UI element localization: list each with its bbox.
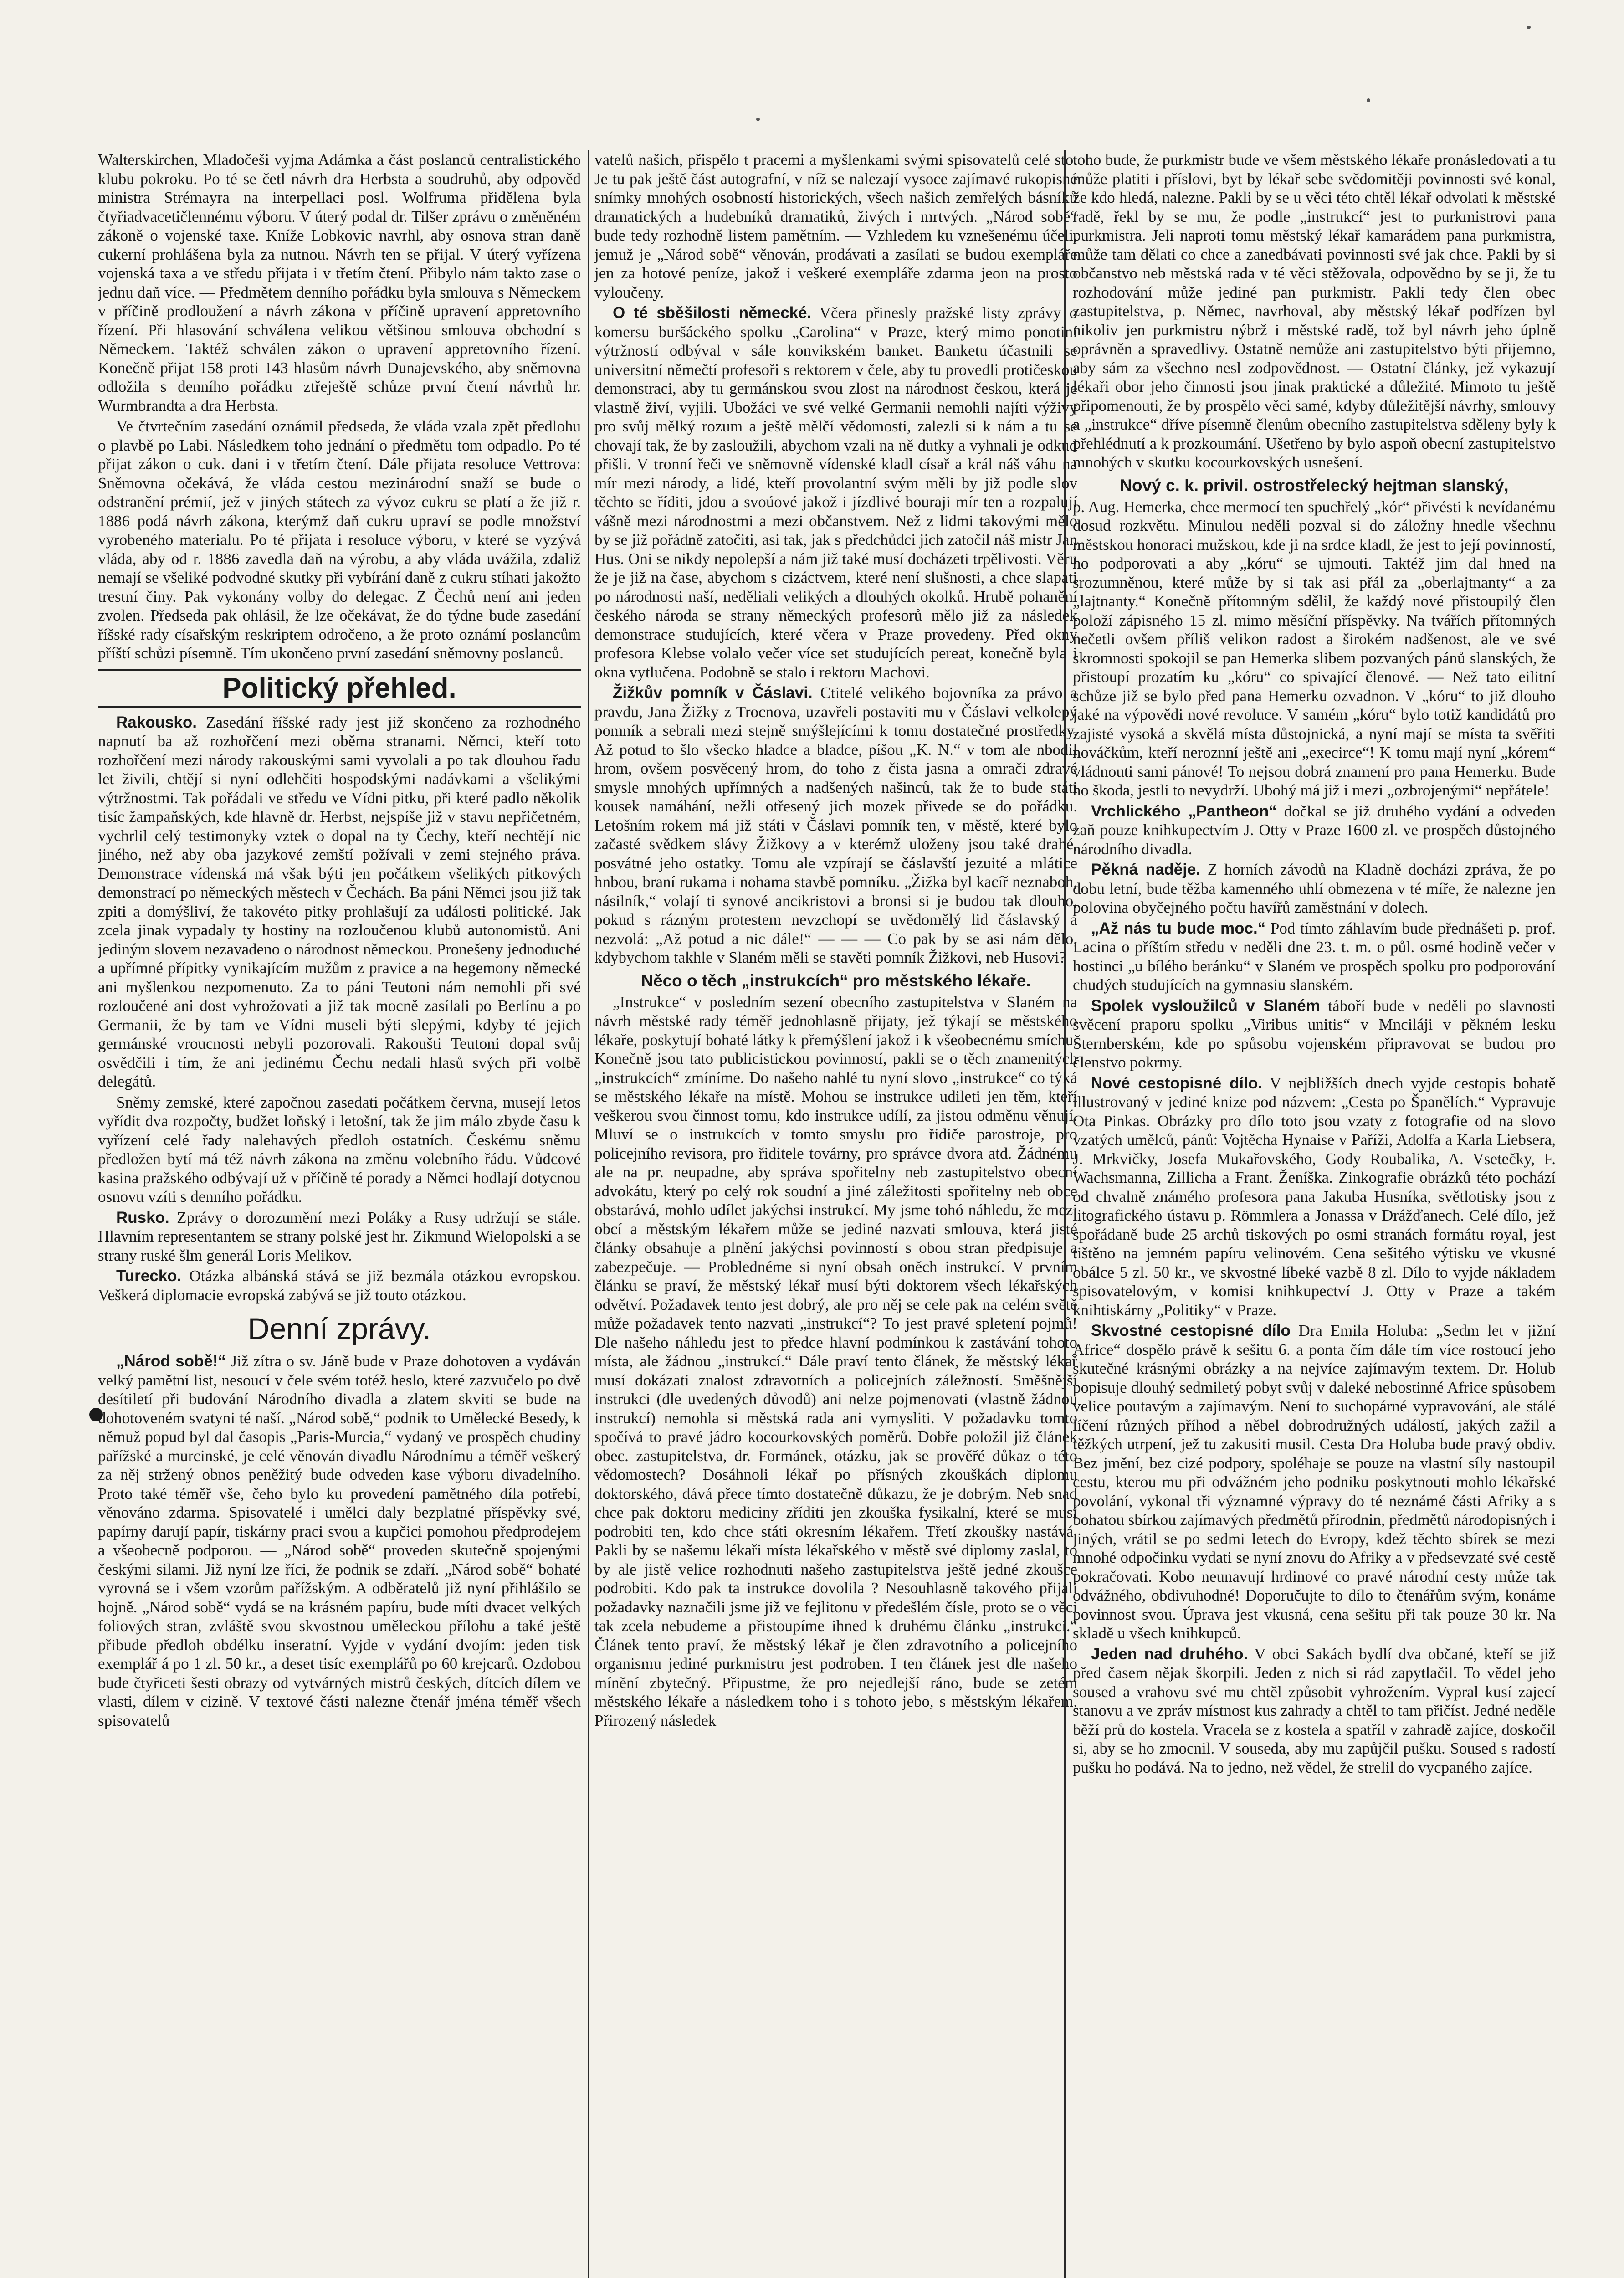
article-paragraph [1073,1645,1556,1777]
article-text: Ctitelé velikého bojovníka za právo a pravdu, Jana Žižky z Trocnova, uzavřeli postaviti mu v Čáslavi velkolepý pomník a sebrali mezi stejně smýšlejícími k tomu dostatečné prostředky. Až potud to šlo všecko hladce a bladce, píšou „K. N.“ v tom ale nbodil hrom, ovšem posvěcený hrom, do toho z čista jasna a omrači zdravé smysle mnohých upřímných a nadšených našinců, tak že to bude státi kousek namáhání, nežli otřesený jich mozek přivede se do pořádku. Letošním rokem má již státi v Čáslavi pomník ten, v městě, které bylo začasté svědkem slávy Žižkovy a v kterémž uloženy jsou také drahé, posvátné jeho ostatky. Tomu ale vzpírají se čáslavští jezuité a mlátice hnbou, braní rukama i nohama stavbě pomníku. „Žižka byl kacíř neznaboh, násilník,“ volají ti synové ancikristovi a bronsi si je budou tak dlouho, pokud s rázným protestem nevzchopí se uvědomělý lid čáslavský a nezvolá: „Až potud a nic dále!“ — — — Co pak by se asi nám dělo, kdybychom takhle v Slaném měli se stavěti pomník Žižkovi, neb Husovi? [594,684,1077,966]
news-headline: Vrchlického „Pantheon“ [1091,802,1277,820]
article-paragraph: vatelů našich, přispělo t pracemi a myšlenkami svými spisovatelů celé sto. Je tu pak ještě část autografní, v níž se nalezají vysoce zajímavé rukopisné snímky mnohých osobností historických, všech našich zemřelých básníků dramatických a hudebníků dramatiků, živých i mrtvých. „Národ sobě“ bude tedy rozhodně listem pamětním. — Vzhledem ku vznešenému účeli, jemuž je „Národ sobě“ věnován, prodávati a zasílati se budou exempláře jen za hotové peníze, jakož i veškeré exempláře zdarma jeon na prosto vyloučeny. [594,151,1077,301]
article-paragraph: p. Aug. Hemerka, chce mermocí ten spuchřelý „kór“ přivésti k nevídanému dosud rozkvětu. Minulou neděli pozval si do záložny hnedle všechnu městskou honoraci mužskou, kde ji na srdce kladl, že jest to její povinností, ho podporovati a aby „kóru“ se ujmouti. Taktéž jim dal hned na srozumněnou, které může by si tak asi přál za „oberlajtnanty“ a za „lajtnanty.“ Konečně přítomným sdělil, že každý nové přistoupilý člen položí zápisného 15 zl. mimo měsíční příspěvky. Na tvářích přítomných nečetli ovšem příliš velikon radost a širokém nadšenost, ale ve své skromnosti spokojil se pan Hemerka slibem pozvaných pánů slanských, že přistoupí prozatím ku „kóru“ co spivající členové. — Než tato eilitní schůze již se bylo před pana Hemerku ozvadnon. V „kóru“ to již dlouho jaké na výpovědi nové revoluce. V samém „kóru“ bylo totiž kandidátů pro zajisté vysoká a skvělá místa důstojnická, a nyní mají se místa ta svěřiti nováčkům, kteří neroznní ještě ani „execirce“! K tomu mají nyní „kórem“ vládnouti sami pánové! To nejsou dobrá znamení pro pana Hemerku. Bude ho škoda, jestli to nevydrží. Ubohý má již i mezi „ozbrojenými“ nepřátele! [1073,498,1556,799]
article-text: Pod tímto záhlavím bude přednášeti p. prof. Lacina o příštím středu v neděli dne 23. t. m. o půl. osmé hodině večer v hostinci „u bílého beránku“ v Slaném ve prospěch spolku pro podporování chudých studujících na gymnasiu slanském. [1073,919,1556,994]
news-headline: Pěkná naděje. [1091,861,1201,878]
column-1 [98,150,581,2278]
article-paragraph [98,1208,581,1265]
article-text: Již zítra o sv. Jáně bude v Praze dohotoven a vydáván velký pamětní list, nesoucí v čele svém totéž heslo, které zazvučelo po dvě desítiletí při budování Národního divadla a zlatem skviti se bude na dohotoveném svatyni té naší. „Národ sobě,“ podnik to Umělecké Besedy, k němuž popud byl dal časopis „Paris-Murcia,“ vydaný ve prospěch chudiny pařížské a murcinské, je celé věnován divadlu Národnímu a téměř veškerý za něj stržený obnos peněžitý bude odveden kase výboru divadelního. Proto také téměř vše, čeho bylo ku provedení pamětného díla potřebí, věnováno zdarma. Spisovatelé i umělci daly bezplatné příspěvky své, papírny darují papír, tiskárny praci svou a kupčici pomohou předprodejem a všeobecně podporou. — „Národ sobě“ proveden skutečně spojenými českými silami. Již nyní lze říci, že podnik se zdaří. „Národ sobě“ bohaté vyrovná se i všem vzorům pařížským. A odběratelů již nyní přihlášilo se hojně. „Národ sobě“ vydá se na krásném papíru, bude míti dvacet velkých foliových stran, zvláště svou skvostnou uměleckou přílohu a také ještě přibude předloh obdélku inseratní. Vyjde v vydání dvojím: jeden tisk exemplář á po 1 zl. 50 kr., a deset tisíc exemplářů po 60 krejcarů. Ozdobou bude čtyřiceti šesti obrazy od vytvárných mistrů českých, dítcích dílem ve vlasti, dílem v cizině. V textové části nalezne čtenář jména téměř všech spisovatelů [98,1352,581,1729]
article-paragraph [1073,860,1556,917]
article-paragraph [1073,1074,1556,1320]
news-headline: Nový c. k. privil. ostrostřelecký hejtman slanský, [1120,476,1509,495]
news-headline: Skvostné cestopisné dílo [1091,1322,1291,1339]
article-paragraph [1073,1321,1556,1643]
article-paragraph: Sněmy zemské, které započnou zasedati počátkem června, musejí letos vyřídit dva rozpočty, budžet loňský i letošní, tak že jim málo zbyde času k vyřízení celé řady nalehavých předloh ostatních. Českému sněmu předložen bytí má též návrh zákona na změnu volebního řádu. Vůdcové kasina pražského odbývají už v příčině té porady a Němci hodlají dotycnou osnovu vzíti s denního pořádku. [98,1093,581,1206]
ink-speck [1527,26,1531,29]
news-headline: O té sběšilosti německé. [613,304,812,322]
article-paragraph [594,303,1077,682]
article-text: Z horních závodů na Kladně docházi zpráva, že po dobu letní, bude těžba kamenného uhlí obmezena v té míře, že nalezne jen polovina obyčejného počtu havířů zaměstnání v dolech. [1073,861,1556,916]
article-text: Dra Emila Holuba: „Sedm let v jižní Africe“ dospělo právě k sešitu 6. a ponta čím dále tím více rostoucí jeho skutečné krásnými obrázky a na nejvíce zajímavým textem. Dr. Holub popisuje dlouhý sedmiletý pobyt svůj v daleké nebostinné Africe spůsobem velice poutavým a zajímavým. Není to suchopárné vypravování, ale stálé líčení různých příhod a něbel dobrodružných událostí, jakých zažil a těžkých utrpení, jež tu zakusiti musil. Cesta Dra Holuba bude pravý obdiv. Bez jmění, bez cizé podpory, spoléhaje se pouze na vlastní síly nastoupil cestu, kterou mu při odvážném jeho podniku poskytnouti mohlo lékařské povolání, vykonal tři významné výpravy do té neznámé části Afriky a s bohatou sbírkou zajímavých předmětů přírodnin, předmětů národopisných i jiných, vrátil se po sedmi letech do Evropy, kdež těchto sbírek se mezi mnohé odpočinku vydati se nyní znovu do Afriky a v předsevzaté své cestě pokračovati. Kobo neunavují hrdinové co pravé národní cesty může tak odvážného, obdivuhodné! Doporučujte to dílo to čtenářům svým, konáme povinnost svou. Úprava jest vkusná, cena sešitu při tak pouze 30 kr. Na skladě u všech knihkupců. [1073,1322,1556,1642]
column-rule [588,150,589,2278]
article-text: táboří bude v neděli po slavnosti svěcení praporu spolku „Viribus unitis“ v Mnciláji v pěkném lesku Šternberském, kde po spůsobu vojenském připravovat se budou pro členstvo pokrmy. [1073,996,1556,1071]
article-paragraph: toho bude, že purkmistr bude ve všem městského lékaře pronásledovati a tu může platiti i příslovi, byt by lékař sebe svědomitěji povinnosti své konal, že kdo hledá, nalezne. Pakli by se u věci této chtěl lékař odvolati k městské radě, řekl by se mu, že podle „instrukcí“ jest to purkmistrovi pana purkmistra. Jeli naproti tomu městský lékař kamarádem pana purkmistra, může tam dělati co chce a zanedbávati povinnosti své jak chce. Pakli by si občanstvo neb městská rada v té věci stěžovala, odpovědno by se ji, že tu rozhodování může jediné pan purkmistr. Pakli tedy člen obec zastupitelstva, p. Němec, navrhoval, aby městský lékař podřízen byl nikoliv jen purkmistru nýbrž i městské radě, tož byl návrh jeho úplně oprávněn a spravedlivy. Ostatně nemůže ani zastupitelstvo býti přijemno, aby sám za všechno nesl zodpovědnost. — Ostatní články, jež vykazují lékaři obor jeho činnosti jsou jinak praktické a důležité. Mimoto tu ještě připomenouti, že by prospělo věci samé, kdyby důležitější návrhy, smlouvy a „instrukce“ dříve písemně členům obecního zastupitelstva sděleny byly k přehlédnutí a k prozkoumání. Ušetřeno by bylo aspoň obecní zastupitelstvo mnohých v skutku kocourkovských usnešení. [1073,151,1556,471]
ink-speck [756,118,760,121]
country-lead-turkey: Turecko. [116,1267,182,1285]
section-heading-political-overview: Politický přehled. [98,669,581,708]
news-headline: Spolek vysloužilců v Slaném [1091,996,1320,1015]
news-headline: „Až nás tu bude moc.“ [1091,919,1266,937]
article-paragraph [1073,996,1556,1072]
article-paragraph: Ve čtvrtečním zasedání oznámil předseda, že vláda vzala zpět předlohu o plavbě po Labi. Následkem toho jednání o předmětu tom odpadlo. Po té přijat zákon o cuk. dani i v třetím čtení. Dále přijata resoluce Vettrova: Sněmovna očekává, že vláda cestou mezinárodní snaží se bude o odstranění prémií, jež v jiných státech za vývoz cukru se platí a že již r. 1886 podá návrh zákona, kterýmž daň cukru upraví se podle množství vyrobeného materialu. Po té přijata i resoluce výboru, v které se vyzývá vláda, aby od r. 1886 zavedla daň na výrobu, a aby vláda uvážila, zdaliž nemají se všeliké podvodné skutky při vybírání daně z cukru stíhati jakožto trestní činy. Pak vykonány volby do delegac. Z Čechů není ani jeden zvolen. Předseda pak ohlásil, že lze očekávat, že do týdne bude zasedání říšské rady císařským reskriptem odročeno, a že proto oznámí poslancům příští schůzi písemně. Tím ukončeno první zasedání sněmovny poslanců. [98,417,581,662]
column-2 [594,150,1077,2278]
column-3 [1073,150,1556,2278]
article-paragraph [594,683,1077,967]
article-paragraph [98,1352,581,1730]
article-text: Otázka albánská stává se již bezmála otázkou evropskou. Veškerá diplomacie evropská zabývá se již touto otázkou. [98,1267,581,1304]
country-lead-russia: Rusko. [116,1208,169,1226]
news-headline: Jeden nad druhého. [1091,1645,1248,1663]
country-lead-austria: Rakousko. [116,713,197,731]
article-paragraph: „Instrukce“ v posledním sezení obecního zastupitelstva v Slaném na návrh městské rady téměř jednohlasně přijaty, jež týkají se městského lékaře, poskytují bohaté látky k přemýšlení jakož i k všeobecnému smíchu. Konečně jsou tato publicistickou povinností, pakli se o těch znamenitých „instrukcích“ zmíníme. Do našeho nahlé tu nyní slovo „instrukce“ co týká se městského lékaře na místě. Mohou se instrukce udileti jen těm, kteří veškerou svou činnost tomu, kdo instrukce udílí, za jistou odměnu věnují. Mluví se o instrukcích v tomto smyslu pro řidiče parostroje, pro policejního revisora, pro řiditele továrny, pro správce dvora atd. Žádnému ale na pr. neupadne, aby správa spořitelny neb zastupitelstvo obecní advokátu, který po celý rok soudní a jiné záležitosti spořitelny neb obce obstarává, mohlo udílet jakýchsi instrukcí. My jsme tohó náhledu, že mezi obcí a městským lékařem může se jediné nazvati smlouva, která jisté články obsahuje a plnění jakýchsi povinností s obou stran předpisuje a zabezpečuje. — Problednéme si nyní obsah oněch instrukcí. V prvním článku se praví, že městský lékař musí býti doktorem všech lékařských odvětví. Požadavek tento jest dobrý, ale pro něj se cele pak na celém světě může požadavek tento nazvati „instrukcí“? To jest pravé spletení pojmů! Dle našeho náhledu jest to předce hlavní podmínkou k zastávání tohoto místa, ale žádnou „instrukcí.“ Dále praví tento článek, že městský lékař musí dokázati znalost zdravotních a policejních záležností. Směšnější instrukci (dle uvedených důvodů) ani nelze pojmenovati (vlastně žádnou instrukcí) nemohla si městská rada ani vymysliti. V požadavku tomto spočívá to pravé jádro kocourkovských poměrů. Dobře položil již článek obec. zastupitelstva, dr. Formánek, otázku, jak se prověřé důkaz o této vědomostech? Dosáhnoli lékař po přísných zkouškách diplomu doktorského, dává přece tímto dostatečně důkazu, že je dobrým. Neb snad chce pak doktoru mediciny zříditi jen zkouška fysikalní, které se musí podrobiti ten, kdo chce státi okresním lékařem. Třetí zkoušky nastává. Pakli by se našemu lékaři místa lékařského v městě své diplomy zaslal, to by ale jistě velice rozhodnuti našeho zastupitelstva ještě jedné zkoušce podrobiti. Kdo pak ta instrukce dovolila ? Nesouhlasně takového přijali požadavky naznačili jsme již ve fejlitonu v předešlém čísle, proto se o věci tak zcela nebudeme a přistoupíme ihned k druhému článku „instrukcí.“ Článek tento praví, že městský lékař je člen zdravotního a policejního organismu jediné purkmistru jest podroben. I ten článek jest dle našeho mínění zbytečný. Připustme, že pro nejedlejší ráno, bude se zetém městského lékaře a následkem toho i s tohoto jebo, s městským lékařem. Přirozený následek [594,993,1077,1729]
article-text: Zprávy o dorozumění mezi Poláky a Rusy udržují se stále. Hlavním representantem se strany polské jest hr. Zikmund Wielopolski a se strany ruské šlm generál Loris Melikov. [98,1208,581,1264]
article-paragraph: Walterskirchen, Mladočeši vyjma Adámka a část poslanců centralistického klubu pokroku. Po té se četl návrh dra Herbsta a soudruhů, aby odpověd ministra Strémayra na interpellaci posl. Wolfruma přidělena byla čtyřiadvacetičlennému výboru. V úterý podal dr. Tilšer zprávu o změněném zákoně o vojenské taxe. Kníže Lobkovic navrhl, aby osnova stran daně cukerní prohlášena byla za nutnou. Návrh ten se přijal. V úterý vyřízena vojenská taxa a ve středu přijata i v třetím čtení. Přibylo nám takto zase o jednu daň více. — Předmětem denního pořádku byla smlouva s Německem v příčině prodloužení a návrh zákona v příčině upravení appretovního řízení. Při hlasování schválena velikou většinou smlouva obchodní s Německem. Taktéž schválen zákon o upravení appretovního řízení. Konečně přijat 158 proti 143 hlasům návrh Dunajevského, aby sněmovna odložila s denního pořádku ztřeještě schůze první čtení návrhů hr. Wurmbrandta a dra Herbsta. [98,151,581,415]
ink-speck [1367,98,1370,102]
news-headline: Něco o těch „instrukcích“ pro městského lékaře. [641,971,1031,990]
article-text: V nejbližších dnech vyjde cestopis bohatě illustrovaný v jediné knize pod názvem: „Cesta po Španělích.“ Vypravuje Ota Pinkas. Obrázky pro dílo toto jsou vzaty z fotografie od na slovo vzatých umělců, pánů: Vojtěcha Hynaise v Paříži, Adolfa a Karla Liebsera, J. Mrkvičky, Josefa Mukařovského, Gody Roubalika, A. Vsetečky, F. Wachsmanna, Zillicha a Frant. Ženíška. Zinkografie obrázků této pochází od chvalně známého profesora pana Jakuba Husníka, světlotisky jsou z litografického ústavu p. Römmlera a Jonassa v Drážďanech. Celé dílo, jež spořádaně bude 25 archů tiskových po osmi stranách formátu royal, jest tištěno na jemném papíru velinovém. Cena sešitého výtisku ve vkusné obálce 5 zl. 50 kr., ve skvostné líbeké vazbě 8 zl. Dílo to vyjde nákladem spisovatelovým, v komisi knihkupectví J. Otty v Praze a takém knihtiskárny „Politiky“ v Praze. [1073,1074,1556,1319]
article-paragraph [98,1267,581,1304]
news-lead: „Národ sobě!“ [116,1352,226,1370]
article-paragraph [1073,802,1556,859]
article-text: V obci Sakách bydlí dva občané, kteří se již před časem nějak škorpili. Jeden z nich si rád zapytlačil. To vědel jeho soused a vrahovu své mu chtěl způsobit vyhrožením. Vypral kusí zajecí stanovu a ve zpráv místnost kus zahrady a chtěl to tam přičíst. Jedné neděle běží prů do kostela. Vracela se z kostela a spatříl v zahradě zajíce, doskočil si, aby se ho zmocnil. V souseda, aby mu zapůjčil pušku. Soused s radostí pušku ho podává. Na to jedno, než vědel, že strelil do vycpaného zajíce. [1073,1645,1556,1776]
article-text: Včera přinesly pražské listy zprávy o komersu buršáckého spolku „Carolina“ v Praze, který mimo ponotiní výtržností odbýval v sále konvikském banket. Banketu účastnili se universitní němečtí profesoři s rektorem v čele, aby tu provedli protičeskou demonstraci, aby tu germánskou svou zlost na národnost českou, která je vlastně živí, vyjili. Ubožáci ve své velké Germanii nemohli najíti výživy pro svůj mělký rozum a ještě mělčí vědomosti, zalezli si k nám a tu se chovají tak, že by zasloužili, abychom vzali na ně dutky a vyhnali je odkud přišli. V tronní řeči ve sněmovně vídenské kladl císař a král náš váhu na mír mezi národy, a lidé, kteří provolantní svým měli by již podle slov těchto se říditi, jdou a svoúové jakož i jízdlivé bouraji mír ten a rozpalují vášně mezi národnostmi a mezi občanstvem. Než z lidmi takovými mělo by se již pořádně zatočiti, asi tak, jak s předchůdci jich zatočil náš mistr Jan Hus. Oni se nikdy nepolepší a nám již také musí docházeti trpělivosti. Věru že je již na čase, abychom s cizáctvem, které není slušnosti, a chce slapati po národnosti naší, neděliali velikých a dlouhých okolků. Hrubě pohanění českého národa se strany německých profesorů mělo již za následek demonstrace studujících, které včera v Praze provedeny. Před okny profesora Klebse volalo večer více set studujících pereat, konečně byla i okna vytlučena. Podobně se stalo i rektoru Machovi. [594,304,1077,681]
article-text: Zasedání říšské rady jest již skončeno za rozhodného napnutí ba až rozhořčení mezi oběma stranami. Němci, kteří toto rozhořčení mezi národy rakouskými sami vyvolali a po tak dlouhou řadu let živili, chtějí si nyní odlehčiti hospodskými nadávkami a všelikými výtržnostmi. Tak pořádali ve středu ve Vídni pitku, při které padlo několik tisíc žampaňských, kde hlavně dr. Herbst, nejspíše již v stavu nepřičetném, vychrlil celý testimonyky vztek o dopal na ty Čechy, kteří nechtějí nic jiného, než aby oba jazykové zemští požívali v zemi stejného práva. Demonstrace vídenská má však býti jen počátkem všelikých pitkových demonstrací po německých městech v Čechách. Ba páni Němci jsou již tak zpiti a domýšliví, že takovéto pitky prohlašují za události politické. Jak zcela jinak vypadaly ty hostiny na rozloučenou klubů autonomistů. Ani jediným slovem nezavadeno o národnost německou. Pronešeny jednoduché a upřímné přípitky vynikajícím mužům z pravice a na hegemony německé ani myšlenkou nezpomenuto. Za to páni Teutoni nám nemohli při své rozloučené ani dost vyhrožovati a již tak mocně zasílali po Berlínu a po Germanii, že by tam ve Vídni museli býti slepými, kdyby té jejich germánské vroucnosti nebyli pozorovali. Rakoušti Teutoni dopal svůj osvědčili i tím, že ani jedinému Čechu nedali hlasů svých při volbě delegátů. [98,713,581,1090]
news-headline: Žižkův pomník v Čáslavi. [613,684,813,702]
article-paragraph [1073,919,1556,995]
article-paragraph [98,713,581,1091]
section-heading-daily-news: Denní zprávy. [247,1312,431,1345]
article-text: dočkal se již druhého vydání a odveden zaň pouze knihkupectvím J. Otty v Praze 1600 zl. ve prospěch důstojného národního divadla. [1073,802,1556,858]
news-headline: Nové cestopisné dílo. [1091,1074,1262,1092]
